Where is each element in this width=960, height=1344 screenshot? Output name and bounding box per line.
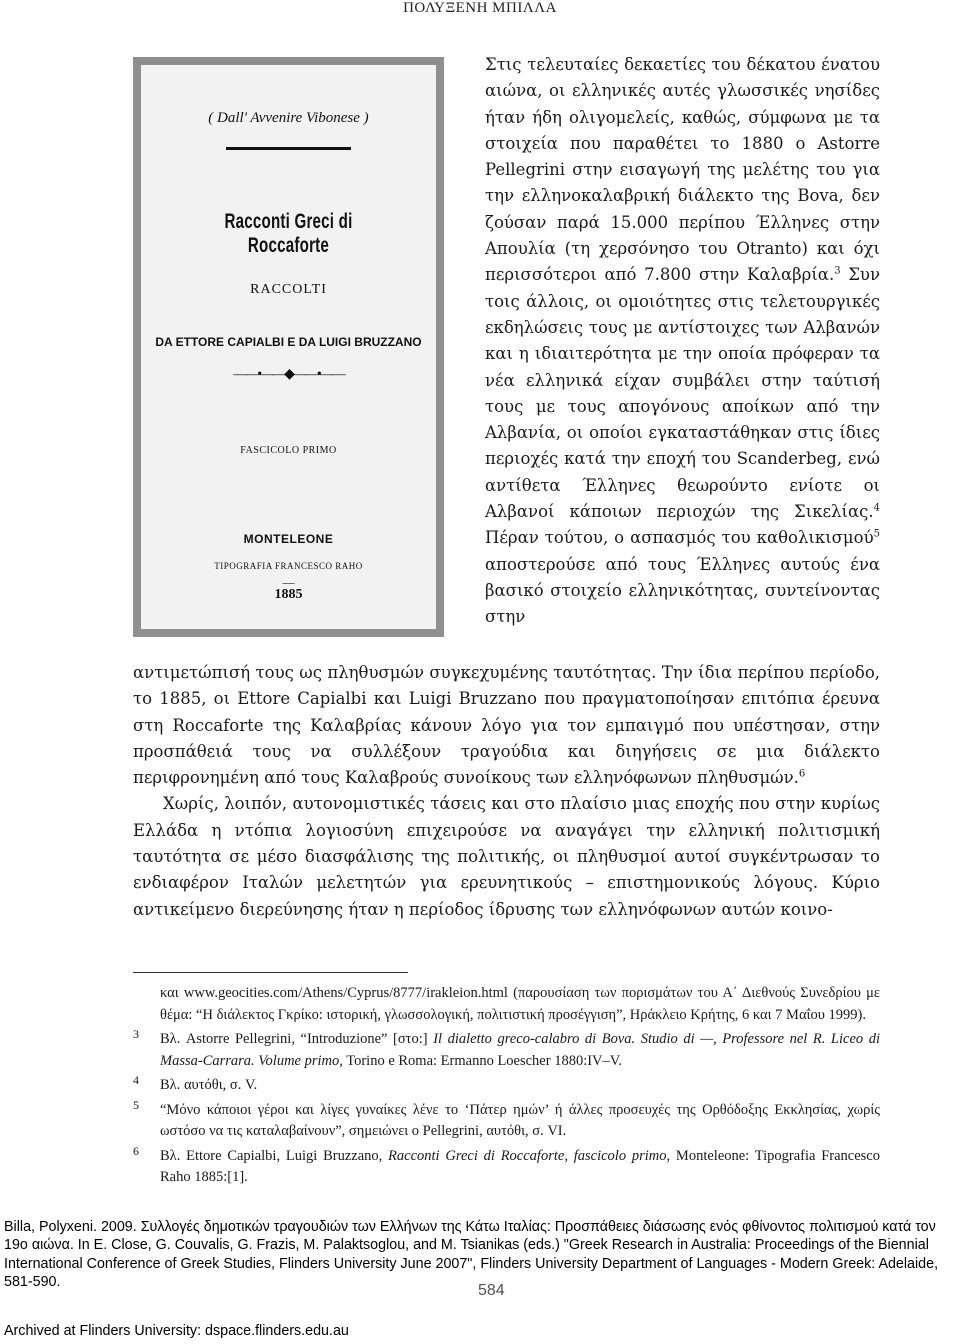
body-text: Στις τελευταίες δεκαετίες του δέκατου ένατου αιώνα, οι ελληνικές αυτές γλωσσικές νησίδες ήταν ήδη ολιγομελείς, καθώς, σύμφωνα με τα στοιχεία που παραθέτει το 1880 ο Astorre Pellegrini στην εισαγωγή της μελέτης του για την ελληνοκαλαβρική διάλεκτο της Bova, δεν ζούσαν παρά 15.000 περίπου Έλληνες στην Απουλία (τη χερσόνησο του Otranto) και όχι περισσότεροι από 7.800 στην Καλαβρία. <box>485 55 880 285</box>
body-text: Πέραν τούτου, ο ασπασμός του καθολικισμού <box>485 528 874 548</box>
footnote-text: και www.geocities.com/Athens/Cyprus/8777/irakleion.html (παρουσίαση των πορισμάτων του Α΄ Διεθνούς Συνεδρίου με θέμα: “Η διάλεκτος Γκρίκο: ιστορική, γλωσσολογική, πολιτιστική προσέγγιση”, Ηράκλειο Κρήτης, 6 και 7 Μαΐου 1999). <box>160 985 880 1023</box>
cover-printer: TIPOGRAFIA FRANCESCO RAHO <box>214 561 363 571</box>
cover-fascicle: FASCICOLO PRIMO <box>240 445 337 456</box>
page-number: 584 <box>478 1282 505 1299</box>
body-text: αποστερούσε από τους Έλληνες αυτούς ένα βασικό στοιχείο ελληνικότητας, συντείνοντας στην <box>485 554 880 627</box>
running-head: ΠΟΛΥΞΕΝΗ ΜΠΙΛΛΑ <box>403 0 557 16</box>
cover-year: 1885 <box>274 587 303 602</box>
footnote-ref-5[interactable]: 5 <box>873 528 880 540</box>
body-text: αντιμετώπισή τους ως πληθυσμών συγκεχυμένης ταυτότητας. Την ίδια περίπου περίοδο, το 1885, οι Ettore Capialbi και Luigi Bruzzano που πραγματοποίησαν επιτόπια έρευνα στη Roccaforte της Καλαβρίας κάνουν λόγο για τον εμπαιγμό που υπέστησαν, στην προσπάθειά τους να συλλέξουν τραγούδια και διηγήσεις σε μια διάλεκτο περιφρονημένη από τους Καλαβρούς συνοίκους των ελληνόφωνων πληθυσμών. <box>133 663 880 788</box>
citation-block: Billa, Polyxeni. 2009. Συλλογές δημοτικών τραγουδιών των Ελλήνων της Κάτω Ιταλίας: Προσπάθειες διάσωσης ενός φθίνοντος πολιτισμού κατά τον 19ο αιώνα. In E. Close, G. Couvalis, G. Frazis, M. Palaktsoglou, and M. Tsianikas (eds.) "Greek Research in Australia: Proceedings of the Biennial International Conference of Greek Studies, Flinders University June 2007", Flinders University Department of Languages - Modern Greek: Adelaide, 581-590. <box>4 1219 939 1290</box>
archive-notice: Archived at Flinders University: dspace.flinders.edu.au <box>4 1323 349 1339</box>
footnote-ref-4[interactable]: 4 <box>873 502 880 514</box>
body-paragraph-wrapped <box>485 52 880 631</box>
cover-collected: RACCOLTI <box>250 282 327 297</box>
footnote-text-italic: Il dialetto greco-calabro di Bova. Studio di —, Professore nel R. Liceo di Massa-Carrara. Volume primo <box>160 1031 880 1069</box>
cover-source: ( Dall' Avvenire Vibonese ) <box>208 110 369 126</box>
footnote-text-italic: Racconti Greci di Roccaforte, fascicolo primo <box>388 1147 667 1164</box>
footnote-text: Βλ. αυτόθι, σ. V. <box>160 1077 258 1093</box>
cover-title: Racconti Greci di Roccaforte <box>224 210 353 257</box>
footnote-text: Βλ. Ettore Capialbi, Luigi Bruzzano, <box>160 1147 389 1164</box>
footnotes <box>133 983 880 1192</box>
footnote-number: 5 <box>133 1097 139 1112</box>
book-cover-image <box>133 57 444 637</box>
footnote-text: “Μόνο κάποιοι γέροι και λίγες γυναίκες λένε το ‘Πάτερ ημών’ ή άλλες προσευχές της Ορθόδοξης Εκκλησίας, χωρίς ωστόσο να τις καταλαβαίνουν”, σημειώνει ο Pellegrini, αυτόθι, σ. VI. <box>160 1101 880 1139</box>
cover-authors: DA ETTORE CAPIALBI E DA LUIGI BRUZZANO <box>155 335 422 349</box>
footnote-ref-3[interactable]: 3 <box>834 265 841 277</box>
book-cover-page <box>141 65 436 629</box>
footnote-text: , Monteleone: Tipografia Francesco Raho 1885:[1]. <box>160 1147 880 1185</box>
footnote-number: 3 <box>133 1027 139 1041</box>
cover-dash: — <box>282 575 295 589</box>
footnote-3 <box>133 1029 880 1072</box>
footnote-text: Βλ. Astorre Pellegrini, “Introduzione” [στο:] <box>160 1031 434 1047</box>
footnote-4 <box>133 1075 880 1097</box>
cover-ornament: ——•——◆——•—— <box>233 367 344 382</box>
footnote-continuation <box>133 983 880 1026</box>
footnote-ref-6[interactable]: 6 <box>798 768 806 780</box>
footnote-number: 4 <box>133 1073 139 1087</box>
footnote-number: 6 <box>133 1143 139 1158</box>
body-paragraph: Χωρίς, λοιπόν, αυτονομιστικές τάσεις και στο πλαίσιο μιας εποχής που στην κυρίως Ελλάδα η ντόπια λογιοσύνη επιχειρούσε να αναγάγει την ελληνική πολιτισμική ταυτότητα σε μέσο διασφάλισης της πολιτικής, οι πληθυσμοί αυτοί συγκέντρωσαν το ενδιαφέρον Ιταλών μελετητών για ερευνητικούς – επιστημονικούς λόγους. Κύριο αντικείμενο διερεύνησης ήταν η περίοδος ίδρυσης των ελληνόφωνων αυτών κοινο- <box>133 794 880 919</box>
body-paragraph <box>133 660 880 791</box>
body-text: Συν τοις άλλοις, οι ομοιότητες στις τελετουργικές εκδηλώσεις τους με αντίστοιχες των Αλβανών και η ιδιαιτερότητα με την οποία πρόφεραν τα νέα ελληνικά είχαν συμβάλει στην ταύτισή τους με τους απογόνους αποίκων από την Αλβανία, οι οποίοι εγκαταστάθηκαν στις ίδιες περιοχές κατά την εποχή του Scanderbeg, ενώ αντίθετα Έλληνες θεωρούντο ενίοτε οι Αλβανοί κάποιων περιοχών της Σικελίας. <box>485 265 880 522</box>
cover-place: MONTELEONE <box>243 532 334 546</box>
footnote-5 <box>133 1097 880 1143</box>
cover-rule <box>226 147 351 150</box>
body-full-width <box>133 660 880 923</box>
footnote-text: , Torino e Roma: Ermanno Loescher 1880:IV–V. <box>339 1052 623 1069</box>
footnote-separator <box>133 972 408 973</box>
footnote-6 <box>133 1143 880 1189</box>
